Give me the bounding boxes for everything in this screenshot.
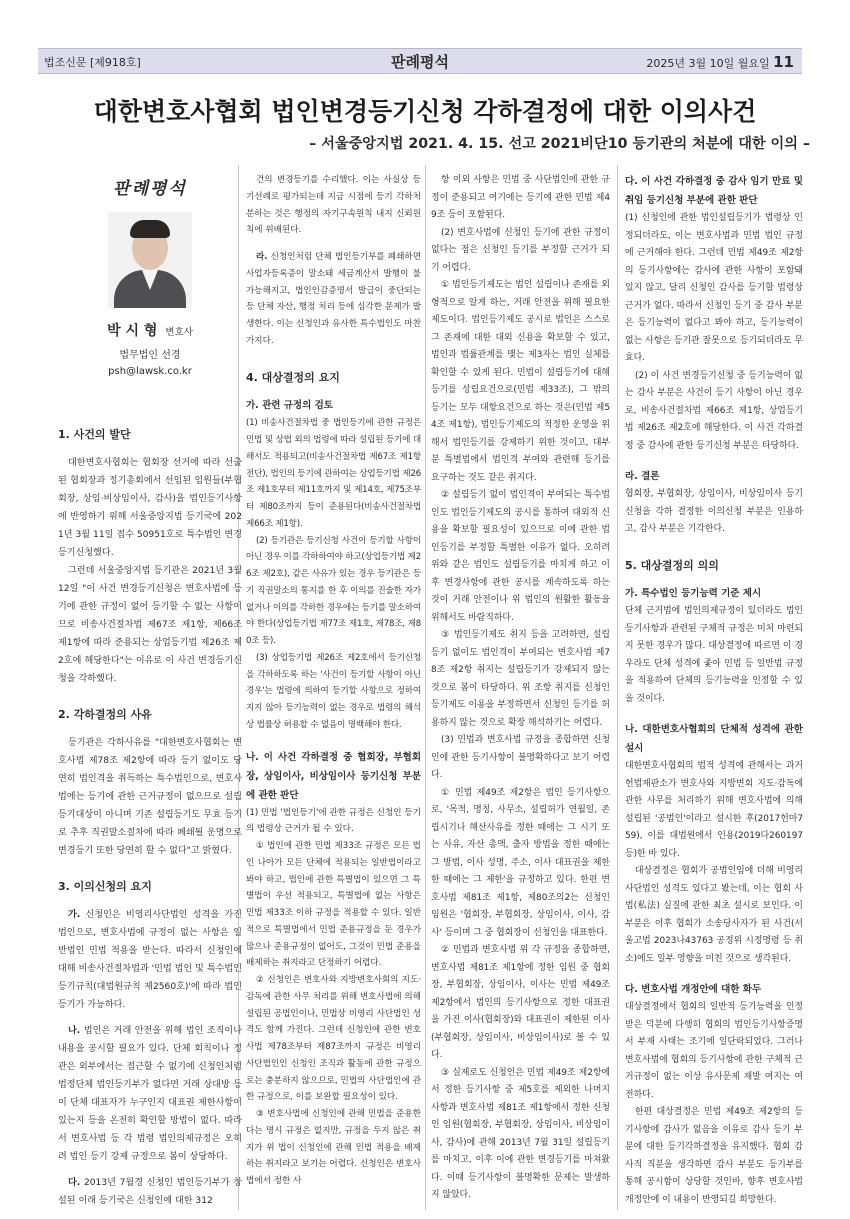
paragraph: (2) 변호사법에 신청인 등기에 관한 규정이 없다는 점은 신청인 등기를 부정할 근거가 되기 어렵다. xyxy=(431,227,610,273)
section-heading: 4. 대상결정의 요지 xyxy=(246,370,340,384)
subsection-heading: 가. 관련 규정의 검토 xyxy=(246,400,333,412)
paragraph: 항 이외 사항은 민법 중 사단법인에 관한 규정이 준용되고 여기에는 등기에 관한 민법 제49조 등이 포함된다. xyxy=(431,175,610,220)
issue-date: 2025년 3월 10일 월요일 xyxy=(646,57,770,70)
page-header xyxy=(38,48,802,74)
author-role: 변호사 xyxy=(165,327,193,338)
article-subtitle: – 서울중앙지법 2021. 4. 15. 선고 2021비단10 등기관의 처분에 대한 이의 – xyxy=(309,136,810,152)
section-heading: 3. 이의신청의 요지 xyxy=(58,880,152,893)
paragraph: 대상결정에서 협회의 일반적 등기능력을 인정받은 덕분에 다행히 협회의 법인등기사항증명서 부재 사태는 조기에 일단락되었다. 그러나 변호사법에 협회의 등기사항에 관한 구체적 근거규정이 없는 이상 유사문제 재발 여지는 여전하다. xyxy=(625,1002,803,1100)
section-heading: 5. 대상결정의 의의 xyxy=(625,558,719,572)
section-heading: 2. 각하결정의 사유 xyxy=(58,708,152,721)
paragraph: ③ 법인등기제도 취지 등을 고려하면, 설립등기 없이도 법인격이 부여되는 변호사법 제78조 제2항 취지는 설립등기가 강제되지 않는 것으로 봄이 타당하다. 위 조항 취지를 신청인 등기제도 이용을 부정하면서 신청인 등기를 허용하지 않는 것으로 확장 해석하기는 어렵다. xyxy=(431,630,610,728)
paragraph: 그런데 서울중앙지법 등기관은 2021년 3월 12일 "이 사건 변경등기신청은 변호사법에 등기에 관한 규정이 없어 등기할 수 없는 사항이므로 비송사건절차법 제67조 제1항, 제66조 제1항에 따라 준용되는 상업등기법 제26조 제2호에 해당한다"는 이유로 이 사건 변경등기신청을 각하했다. xyxy=(58,566,242,684)
paragraph xyxy=(246,249,421,350)
column-divider xyxy=(617,165,618,1210)
author-firm: 법무법인 선경 xyxy=(119,350,181,361)
paragraph: (3) 민법과 변호사법 규정을 종합하면 신청인에 관한 등기사항이 불명확하다고 보기 어렵다. xyxy=(431,735,610,780)
paragraph-text: 법인은 거래 안전을 위해 법인 조직이나 내용을 공시할 필요가 있다. 단체 회칙이나 정관은 외부에서는 접근할 수 없기에 신청인처럼 법정단체 법인등기부가 없다면 거래 상대방 등이 단체 대표자가 누구인지 대표권 제한사항이 있는지 등을 온전히 확인할 방법이 없다. 따라서 변호사법 등 각 법령 법인의제규정은 오히려 법인 등기 강제 규정으로 봄이 상당하다. xyxy=(58,1026,242,1162)
article-title: 대한변호사협회 법인변경등기신청 각하결정에 대한 이의사건 xyxy=(93,97,757,126)
subsection-heading: 라. 결론 xyxy=(625,471,660,482)
paragraph-text: 신청인처럼 단체 법인등기부를 폐쇄하면 사업자등록증이 말소돼 세금계산서 발행이 불가능해지고, 법인인감증명서 발급이 중단되는 등 단체 자산, 행정 처리 등에 심각한 문제가 발생한다. 이는 신청인과 유사한 특수법인도 마찬가지다. xyxy=(246,252,421,346)
column-2 xyxy=(246,172,421,1190)
author-email: psh@lawsk.co.kr xyxy=(108,366,192,377)
paragraph: ② 설립등기 없이 법인격이 부여되는 특수법인도 법인등기제도의 공시를 통하여 대외적 신용을 확보할 필요성이 있으므로 이에 관한 법인등기를 부정할 특별한 이유가 없다. 오히려 위와 같은 법인도 설립등기를 마치게 하고 이후 변경사항에 관한 공시를 계속하도록 하는 것이 거래 안전이나 위 법인의 원활한 활동을 위해서도 바람직하다. xyxy=(431,490,610,623)
paragraph: ② 민법과 변호사법 위 각 규정을 종합하면, 변호사법 제81조 제1항에 정한 임원 중 협회장, 부협회장, 상임이사, 이사는 민법 제49조 제2항에서 법인의 등기사항으로 정한 대표권을 가진 이사(협회장)와 대표권이 제한된 이사(부협회장, 상임이사, 비상임이사)로 볼 수 있다. xyxy=(431,945,610,1060)
paragraph: 등기관은 각하사유를 "대한변호사협회는 변호사법 제78조 제2항에 따라 등기 없이도 당연히 법인격을 취득하는 특수법인으로, 변호사법에는 등기에 관한 근거규정이 없으므로 설립등기대상이 아니며 기존 설립등기도 무효 등기로 추후 직권말소절차에 따라 폐쇄될 운명으로 변경등기 또한 당연히 할 수 없다"고 밝혔다. xyxy=(58,738,242,856)
section-name: 판례평석 xyxy=(391,53,449,71)
paragraph: ② 신청인은 변호사와 지방변호사회의 지도·감독에 관한 사무 처리를 위해 변호사법에 의해 설립된 공법인이나, 민법상 비영리 사단법인 성격도 함께 가진다. 그런데 신청인에 관한 변호사법 제78조부터 제87조까지 규정은 비영리 사단법인인 신청인 조직과 활동에 관한 규정으로는 충분하지 않으므로, 민법의 사단법인에 관한 규정으로, 이를 보완할 필요성이 있다. xyxy=(246,975,421,1103)
item-marker: 가. xyxy=(68,910,81,920)
page-number: 11 xyxy=(773,53,794,71)
paragraph: (2) 등기관은 등기신청 사건이 등기할 사항이 아닌 경우 이를 각하하여야 하고(상업등기법 제26조 제2호), 같은 사유가 있는 경우 등기관은 등기 직권말소의 통지를 한 후 이의를 진술한 자가 없거나 이의를 각하한 경우에는 등기를 말소하여야 한다(상업등기법 제77조 제1호, 제78조, 제80조 등). xyxy=(246,535,422,646)
subsection-heading: 나. 대한변호사협회의 단체적 성격에 관한 설시 xyxy=(625,724,803,754)
item-marker: 라. xyxy=(256,252,268,262)
author-profile xyxy=(58,180,242,380)
paragraph: 협회장, 부협회장, 상임이사, 비상임이사 등기신청을 각하 결정한 이의신청 부분은 인용하고, 감사 부분은 기각한다. xyxy=(625,489,803,534)
paragraph-text: 신청인은 비영리사단법인 성격을 가진 법인으로, 변호사법에 규정이 없는 사항은 일반법인 민법 적용을 받는다. 따라서 신청인에 대해 비송사건절차법과 '민법 법인 및 특수법인 등기규칙(대법원규칙 제2560호)'에 따라 법인등기가 가능하다. xyxy=(58,910,242,1010)
item-marker: 다. xyxy=(68,1178,81,1188)
section-heading: 1. 사건의 발단 xyxy=(58,428,131,441)
author-name-line xyxy=(58,322,242,342)
paragraph: ③ 실제로도 신청인은 민법 제49조 제2항에서 정한 등기사항 중 제5호를 제외한 나머지 사항과 변호사법 제81조 제1항에서 정한 신청인 임원(협회장, 부협회장, 상임이사, 비상임이사, 감사)에 관해 2013년 7월 31일 설립등기를 마치고, 이후 이에 관한 변경등기를 마쳐왔다. 이때 등기사항이 불명확한 문제는 발생하지 않았다. xyxy=(431,1067,610,1200)
paragraph xyxy=(58,1022,242,1166)
paragraph: ③ 변호사법에 신청인에 관해 민법을 준용한다는 명시 규정은 없지만, 규정을 두지 않은 취지가 위 법이 신청인에 관해 민법 적용을 배제하는 취지라고 보기는 어렵다. 신청인은 변호사법에서 정한 사 xyxy=(246,1109,421,1186)
paragraph xyxy=(58,906,242,1014)
column-4 xyxy=(625,172,803,1209)
author-photo xyxy=(108,212,192,308)
paragraph: 건의 변경등기를 수리했다. 이는 사실상 등기선례로 평가되는데 지금 시점에 등기 각하처분하는 것은 행정의 자기구속원칙 내지 신뢰원칙에 위배된다. xyxy=(246,175,421,236)
paragraph: (3) 상업등기법 제26조 제2호에서 등기신청을 각하하도록 하는 '사건이 등기할 사항이 아닌 경우'는 법령에 의하여 등기할 사항으로 정하여지지 않아 등기능력이 없는 경우로 법령의 해석상 법률상 허용할 수 없음이 명백해야 한다. xyxy=(246,652,421,730)
subsection-heading: 다. 이 사건 각하결정 중 감사 임기 만료 및 취임 등기신청 부분에 관한 판단 xyxy=(625,176,803,206)
subsection-heading: 가. 특수법인 등기능력 기준 제시 xyxy=(625,588,762,599)
column-1 xyxy=(58,172,242,1210)
newspaper-issue: 법조신문 [제918호] xyxy=(44,56,141,69)
paragraph: 한편 대상결정은 민법 제49조 제2항의 등기사항에 감사가 없음을 이유로 감사 등기 부분에 대한 등기각하결정을 유지했다. 협회 감사직 직분을 생각하면 감사 부분도 등기부를 통해 공시함이 상당할 것인바, 향후 변호사법 개정안에 이 내용이 반영되길 희망한다. xyxy=(625,1107,803,1205)
paragraph xyxy=(58,1174,242,1210)
paragraph: 대상결정은 협회가 공법인임에 더해 비영리 사단법인 성격도 있다고 봤는데, 이는 협회 사법(私法) 실질에 관한 최초 설시로 보인다. 이 부분은 이후 협회가 소송당사자가 된 사건(서울고법 2023나43763 공정위 시정명령 등 취소)에도 일부 영향을 미친 것으로 생각된다. xyxy=(625,866,803,964)
author-name: 박 시 형 xyxy=(107,323,158,339)
paragraph: (1) 신청인에 관한 법인설립등기가 법령상 인정되더라도, 이는 변호사법과 민법 법인 규정에 근거해야 한다. 그런데 민법 제49조 제2항의 등기사항에는 감사에 관한 사항이 포함돼 있지 않고, 달리 신청인 감사를 등기할 법령상 근거가 없다. 따라서 신청인 등기 중 감사 부분은 등기능력이 없다고 봐야 하고, 등기능력이 없는 사항은 등기관 잘못으로 등기되더라도 무효다. xyxy=(625,213,803,363)
paragraph-text: 2013년 7월경 신청인 법인등기부가 창설된 이래 등기국은 신청인에 대한 312 xyxy=(58,1178,242,1206)
paragraph: 대한변호사협회의 법적 성격에 관해서는 과거 헌법재판소가 변호사와 지방변회 지도·감독에 관한 사무를 처리하기 위해 변호사법에 의해 설립된 '공법인'이라고 설시한 후(2017헌마759), 이를 대법원에서 인용(2019다260197 등)한 바 있다. xyxy=(625,761,803,859)
subsection-heading: 다. 변호사법 개정안에 대한 화두 xyxy=(625,984,762,995)
item-marker: 나. xyxy=(68,1026,81,1036)
section-logo: 판례평석 xyxy=(113,179,187,199)
paragraph: ① 민법 제49조 제2항은 법인 등기사항으로, '목적, 명칭, 사무소, 설립허가 연월일, 존립시기나 해산사유를 정한 때에는 그 시기 또는 사유, 자산 총액, 출자 방법을 정한 때에는 그 방법, 이사 성명, 주소, 이사 대표권을 제한한 때에는 그 제한'을 규정하고 있다. 한편 변호사법 제81조 제1항, 제80조의2는 신청인 임원은 '협회장, 부협회장, 상임이사, 이사, 감사' 등이며 그 중 협회장이 신청인을 대표한다. xyxy=(431,787,610,938)
paragraph: (1) 비송사건절차법 중 법인등기에 관한 규정은 민법 및 상법 외의 법령에 따라 설립된 등기에 대해서도 적용되고(비송사건절차법 제67조 제1항 전단), 법인의 등기에 관하여는 상업등기법 제26조 제1호부터 제11호까지 및 제14호, 제75조부터 제80조까지 등이 준용된다(비송사건절차법 제66조 제1항). xyxy=(246,418,421,529)
header-date-page xyxy=(646,53,794,71)
column-divider xyxy=(425,165,426,1210)
paragraph: 단체 근거법에 법인의제규정이 있더라도 법인 등기사항과 관련된 구체적 규정은 미처 마련되지 못한 경우가 많다. 대상결정에 따르면 이 경우라도 단체 성격에 좇아 민법 등 일반법 규정을 적용하여 단체의 등기능력을 인정할 수 있을 것이다. xyxy=(625,606,803,704)
subsection-heading: 나. 이 사건 각하결정 중 협회장, 부협회장, 상임이사, 비상임이사 등기신청 부분에 관한 판단 xyxy=(246,751,421,801)
paragraph: (1) 민법 '법인등기'에 관한 규정은 신청인 등기의 법령상 근거가 될 수 있다. xyxy=(246,807,421,835)
paragraph: (2) 이 사건 변경등기신청 중 등기능력이 없는 감사 부분은 사건이 등기 사항이 아닌 경우로, 비송사건절차법 제66조 제1항, 상업등기법 제26조 제2호에 해당한다. 이 사건 각하결정 중 감사에 관한 등기신청 부분은 타당하다. xyxy=(625,370,803,451)
paragraph: ① 법인등기제도는 법인 설립이나 존재를 외형적으로 알게 하는, 거래 안전을 위해 필요한 제도이다. 법인등기제도 공시로 법인은 스스로 그 존재에 대한 대외 신용을 확보할 수 있고, 법인과 법률관계를 맺는 제3자는 법인 실체를 확인할 수 있게 된다. 민법이 설립등기에 대해 등기를 성립요건으로(민법 제33조), 그 밖의 등기는 모두 대항요건으로 하는 것은(민법 제54조 제1항), 법인등기제도의 적정한 운영을 위해서 법인등기를 강제하기 위한 것이고, 대부분 특별법에서 법인격 부여와 관련해 등기를 요구하는 것도 같은 취지다. xyxy=(431,280,610,483)
paragraph: 대한변호사협회는 협회장 선거에 따라 선출된 협회장과 정기총회에서 선임된 임원들(부협회장, 상임·비상임이사, 감사)을 법인등기사항에 반영하기 위해 서울중앙지법 등기국에 2021년 3월 11일 접수 50951호로 특수법인 변경등기신청했다. xyxy=(58,458,242,558)
paragraph: ① 법인에 관한 민법 제33조 규정은 모든 법인 나아가 모든 단체에 적용되는 일반법이라고 봐야 하고, 법인에 관한 특별법이 있으면 그 특별법이 우선 적용되고, 특별법에 없는 사항은 민법 제33조 이하 규정을 적용할 수 있다. 일반적으로 특별법에서 민법 준용규정을 둔 경우가 많으나 준용규정이 없어도, 그것이 민법 준용을 배제하는 취지라고 단정하기 어렵다. xyxy=(246,841,421,969)
column-3 xyxy=(431,172,610,1205)
